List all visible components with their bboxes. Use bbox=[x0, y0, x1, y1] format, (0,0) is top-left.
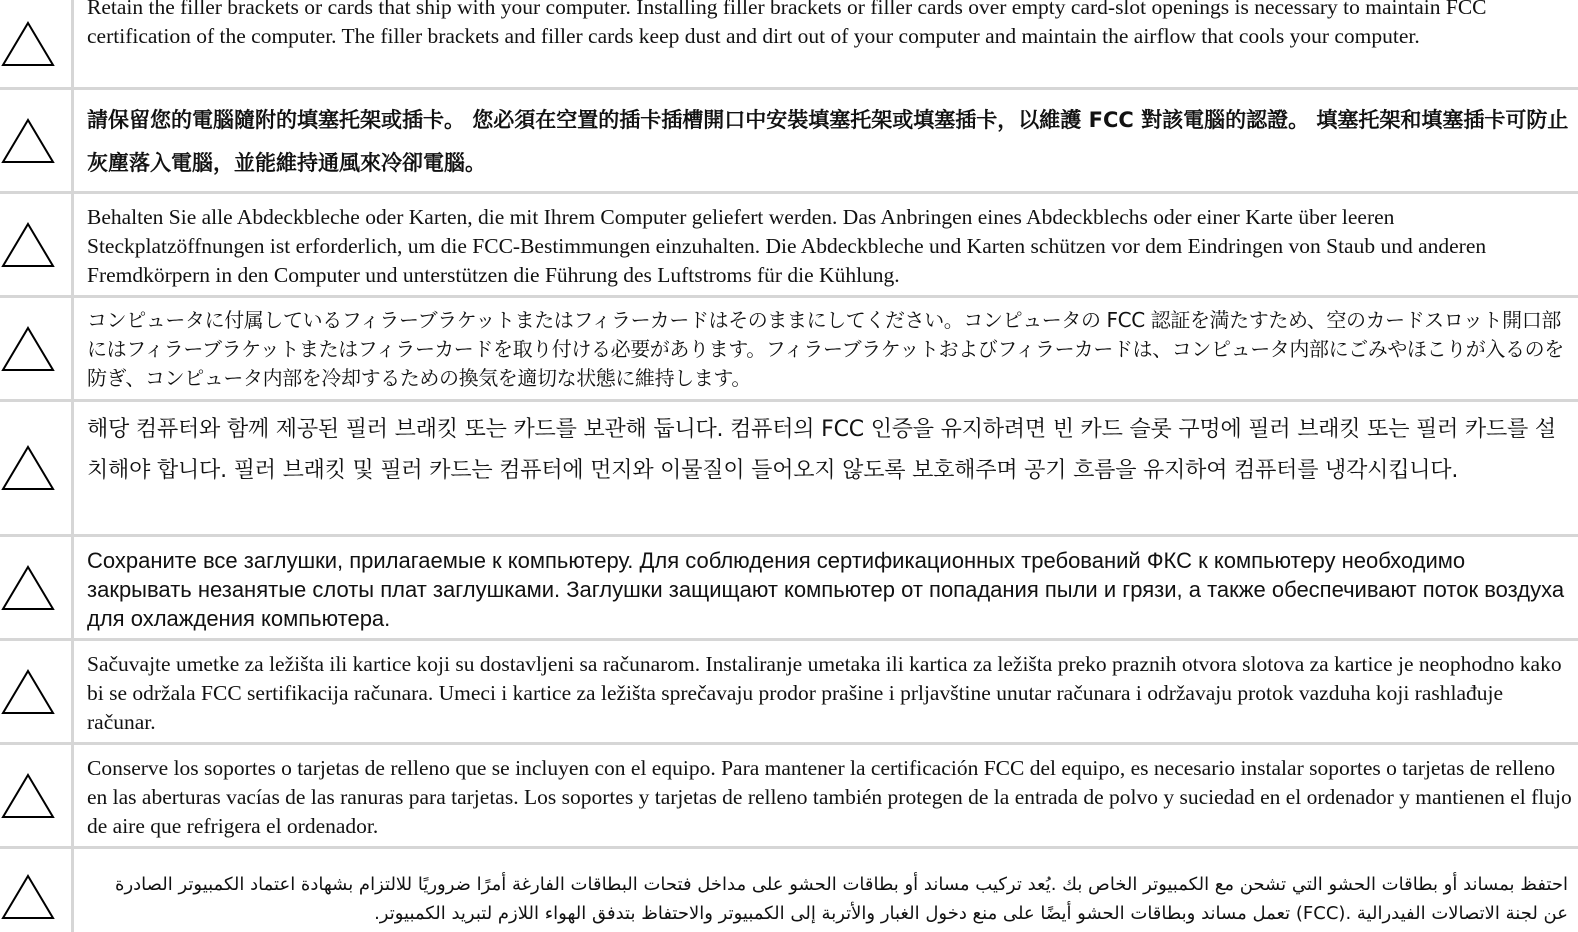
notice-row-es bbox=[0, 742, 1578, 846]
notice-text: Behalten Sie alle Abdeckbleche oder Karten, die mit Ihrem Computer geliefert werden. Das Anbringen eines Abdeckblechs oder einer Karte über leeren Steckplatzöffnungen ist erforderlich, um die FCC-Bestimmungen einzuhalten. Die Abdeckbleche und Karten schützen vor dem Eindringen von Staub und anderen Fremdkörpern in den Computer und unterstützen die Führung des Luftstroms für die Kühlung. bbox=[87, 205, 1487, 287]
notice-text: Sačuvajte umetke za ležišta ili kartice koji su dostavljeni sa računarom. Instaliranje umetaka ili kartica za ležišta preko praznih otvora slotova za kartice je neophodno kako bi se održala FCC sertifikacija računara. Umeci i kartice za ležišta sprečavaju prodor prašine i prljavštine unutar računara i održavaju protok vazduha koji rashlađuje računar. bbox=[87, 652, 1562, 734]
notice-text: Сохраните все заглушки, прилагаемые к компьютеру. Для соблюдения сертификационных требований ФКС к компьютеру необходимо закрывать незанятые слоты плат заглушками. Заглушки защищают компьютер от попадания пыли и грязи, а также обеспечивают поток воздуха для охлаждения компьютера. bbox=[87, 548, 1565, 631]
notice-row-de bbox=[0, 191, 1578, 295]
notice-text: 請保留您的電腦隨附的填塞托架或插卡。 您必須在空置的插卡插槽開口中安裝填塞托架或填塞插卡，以維護 FCC 對該電腦的認證。 填塞托架和填塞插卡可防止灰塵落入電腦，並能維持通風來冷卻電腦。 bbox=[87, 108, 1569, 175]
notice-row-ru bbox=[0, 534, 1578, 638]
notice-row-ja bbox=[0, 295, 1578, 399]
notice-text: احتفظ بمساند أو بطاقات الحشو التي تشحن مع الكمبيوتر الخاص بك .يُعد تركيب مساند أو بطاقات الحشو على مداخل فتحات البطاقات الفارغة أمرًا ضروريًا للالتزام بشهادة اعتماد الكمبيوتر الصادرة عن لجنة الاتصالات الفيدرالية .(FCC) تعمل مساند وبطاقات الحشو أيضًا على منع دخول الغبار والأتربة إلى الكمبيوتر والاحتفاظ بتدفق الهواء اللازم لتبريد الكمبيوتر. bbox=[115, 874, 1568, 924]
caution-cell bbox=[0, 0, 74, 87]
caution-triangle-icon bbox=[0, 772, 56, 820]
caution-triangle-icon bbox=[0, 668, 56, 716]
notice-row-zh-tw bbox=[0, 87, 1578, 191]
notice-text: Retain the filler brackets or cards that ship with your computer. Installing filler brackets or filler cards over empty card-slot openings is necessary to maintain FCC certification of the computer. The filler brackets and filler cards keep dust and dirt out of your computer and maintain the airflow that cools your computer. bbox=[87, 0, 1487, 48]
notice-text: Conserve los soportes o tarjetas de relleno que se incluyen con el equipo. Para mantener la certificación FCC del equipo, es necesario instalar soportes o tarjetas de relleno en las aberturas vacías de las ranuras para tarjetas. Los soportes y tarjetas de relleno también protegen de la entrada de polvo y suciedad en el ordenador y mantienen el flujo de aire que refrigera el ordenador. bbox=[87, 756, 1572, 838]
caution-cell bbox=[0, 849, 74, 932]
notice-text: 해당 컴퓨터와 함께 제공된 필러 브래킷 또는 카드를 보관해 둡니다. 컴퓨터의 FCC 인증을 유지하려면 빈 카드 슬롯 구멍에 필러 브래킷 또는 필러 카드를 설치해야 합니다. 필러 브래킷 및 필러 카드는 컴퓨터에 먼지와 이물질이 들어오지 않도록 보호해주며 공기 흐름을 유지하여 컴퓨터를 냉각시킵니다. bbox=[87, 417, 1556, 483]
caution-cell bbox=[0, 298, 74, 399]
notice-row-sr bbox=[0, 638, 1578, 742]
caution-cell bbox=[0, 90, 74, 191]
caution-triangle-icon bbox=[0, 325, 56, 373]
caution-cell bbox=[0, 641, 74, 742]
caution-cell bbox=[0, 537, 74, 638]
notice-row-ar bbox=[0, 846, 1578, 932]
caution-cell bbox=[0, 402, 74, 534]
caution-cell bbox=[0, 745, 74, 846]
caution-triangle-icon bbox=[0, 117, 56, 165]
caution-triangle-icon bbox=[0, 444, 56, 492]
caution-triangle-icon bbox=[0, 20, 56, 68]
caution-triangle-icon bbox=[0, 873, 56, 921]
notice-row-ko bbox=[0, 399, 1578, 534]
caution-triangle-icon bbox=[0, 221, 56, 269]
notice-text: コンピュータに付属しているフィラーブラケットまたはフィラーカードはそのままにしてください。コンピュータの FCC 認証を満たすため、空のカードスロット開口部にはフィラーブラケットまたはフィラーカードを取り付ける必要があります。フィラーブラケットおよびフィラーカードは、コンピュータ内部にごみやほこりが入るのを防ぎ、コンピュータ内部を冷却するための換気を適切な状態に維持します。 bbox=[87, 308, 1564, 390]
caution-cell bbox=[0, 194, 74, 295]
notice-row-en bbox=[0, 0, 1578, 87]
caution-triangle-icon bbox=[0, 564, 56, 612]
